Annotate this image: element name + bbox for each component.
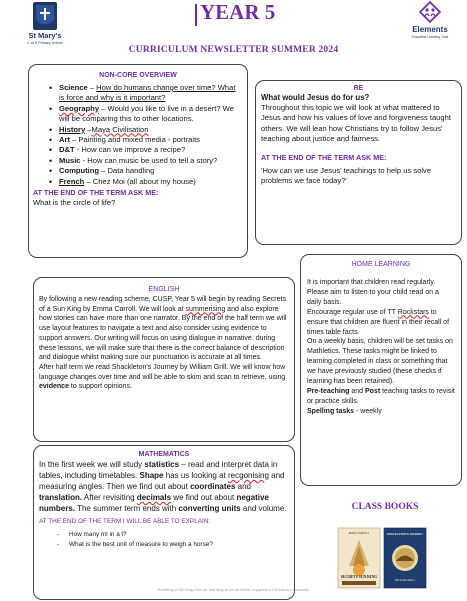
re-body: Throughout this topic we will look at what mattered to Jesus and how his values of love and forgiveness taught others. We will lean how Christians try to follow Jesus' teaching about justice and fairness. bbox=[261, 103, 451, 144]
maths-keyword: Shape bbox=[139, 471, 164, 480]
english-box bbox=[33, 277, 295, 442]
rockstars-brand: Rockstars bbox=[397, 308, 429, 316]
noncore-item-computing bbox=[33, 166, 243, 176]
subject-text: Chez Moi (all about my house) bbox=[92, 176, 196, 186]
class-books-heading: CLASS BOOKS bbox=[351, 502, 419, 512]
book2-author: WILLIAM GRILL bbox=[394, 578, 416, 582]
subject-name: Science bbox=[59, 83, 88, 92]
maths-misspelt-word: recgonising bbox=[228, 471, 269, 480]
book1-title: SECRETS SUN KING bbox=[341, 574, 378, 579]
page-title: YEAR 5 bbox=[200, 0, 276, 24]
list-item: - What is the best unit of measure to weigh a horse? bbox=[39, 540, 289, 550]
preteach-and: and bbox=[349, 387, 365, 395]
english-p1-start: By following a new reading scheme, CUSP, Year 5 will begin by reading Secrets of a Sun King by Emma Carroll. We will look at bbox=[39, 296, 286, 313]
maths-text: and volume. bbox=[240, 504, 287, 513]
footer-motto: Enabling a life-long love for learning in an inclusive, supportive Christian community bbox=[157, 587, 310, 592]
re-question: What would Jesus do for us? bbox=[261, 93, 370, 102]
subject-separator: – bbox=[99, 103, 108, 113]
re-ask-question: 'How can we use Jesus' teachings to help us solve problems we face today?' bbox=[261, 165, 432, 186]
maths-keyword: decimals bbox=[136, 493, 172, 502]
re-box bbox=[255, 80, 462, 245]
noncore-item-art bbox=[33, 135, 243, 145]
book-cover-shackletons-journey bbox=[384, 528, 426, 588]
home-p3: On a weekly basis, children will be set tasks on Mathletics. These tasks might be linked to learning completed in class or something that we have previously studied (these checks if learning has been retained). bbox=[307, 338, 453, 386]
preteach-text: teaching tasks to revisit or practice skills. bbox=[307, 387, 455, 405]
subject-separator: – bbox=[84, 176, 93, 186]
subject-text: Would you like to live in a desert? We will be comparing this to other locations. bbox=[59, 103, 234, 124]
spelling-text: - weekly bbox=[354, 407, 382, 415]
maths-text: and measuring angles. Then we find out about bbox=[39, 471, 285, 491]
subject-name: Geography bbox=[59, 103, 100, 113]
maths-ask-heading: AT THE END OF THE TERM I WILL BE ABLE TO EXPLAIN: bbox=[39, 518, 211, 525]
english-p2-end: to support opinions. bbox=[68, 383, 133, 391]
noncore-heading: NON-CORE OVERVIEW bbox=[99, 72, 177, 79]
school-name: St Mary's bbox=[28, 31, 62, 40]
school-logo bbox=[20, 2, 70, 46]
title-divider bbox=[195, 4, 197, 26]
diamond-people-icon bbox=[400, 4, 460, 44]
subject-name: Art bbox=[59, 135, 70, 145]
subject-name: Computing bbox=[59, 166, 100, 176]
english-p1 bbox=[39, 295, 289, 363]
home-p2-start: Encourage regular use of TT bbox=[307, 308, 398, 316]
maths-text: After revisiting bbox=[82, 493, 137, 502]
maths-body bbox=[39, 459, 289, 514]
home-heading: HOME LEARNING bbox=[351, 261, 411, 268]
noncore-item-french bbox=[33, 177, 243, 187]
english-p2 bbox=[39, 363, 289, 392]
subject-separator: - bbox=[74, 145, 82, 155]
subject-text: How can we improve a recipe? bbox=[81, 145, 186, 155]
subject-text: Painting and mixed media - portraits bbox=[78, 135, 200, 145]
list-item: - How many ml in a l? bbox=[39, 530, 289, 540]
maths-keyword: translation. bbox=[39, 493, 83, 502]
trust-logo bbox=[400, 4, 460, 44]
subject-name: Music bbox=[59, 155, 81, 165]
noncore-item-dt bbox=[33, 145, 243, 155]
book-cover-icon bbox=[384, 528, 426, 588]
subject-text: Data handling bbox=[107, 166, 155, 176]
subject-text: How do humans change over time? What is force and why is it important? bbox=[59, 83, 236, 103]
school-subtitle: C of E Primary School bbox=[27, 41, 63, 45]
book-cover-icon bbox=[338, 528, 380, 588]
maths-keyword: converting units bbox=[178, 504, 241, 513]
subject-separator: – bbox=[87, 83, 97, 92]
subject-separator: – bbox=[85, 124, 92, 134]
maths-keyword: negative numbers. bbox=[39, 493, 269, 513]
subject-separator: - bbox=[80, 155, 88, 165]
maths-text: has us looking at bbox=[163, 471, 228, 480]
book2-title: SHACKLETON'S JOURNEY bbox=[387, 532, 423, 536]
maths-heading: MATHEMATICS bbox=[138, 451, 190, 458]
home-p2 bbox=[307, 308, 455, 338]
home-preteach bbox=[307, 387, 455, 407]
maths-keyword: coordinates bbox=[190, 482, 236, 491]
noncore-ask-heading: AT THE END OF THE TERM ASK ME: bbox=[33, 188, 159, 198]
home-learning-box bbox=[300, 254, 462, 486]
noncore-item-geography bbox=[33, 104, 243, 125]
noncore-overview-box bbox=[28, 64, 248, 258]
shield-crest-icon bbox=[20, 2, 70, 46]
noncore-ask-question: What is the circle of life? bbox=[33, 198, 116, 208]
maths-outcomes-list bbox=[39, 530, 289, 550]
book-cover-secrets-sun-king bbox=[338, 528, 380, 588]
maths-text: – read and interpret data in tables, including timetables. bbox=[39, 460, 278, 480]
spelling-label: Spelling tasks bbox=[307, 407, 355, 415]
english-p1-end: and also explore how stories can have more than one narrator. By the end of the half term we will use layout features to navigate a text and also consider using evidence to support answers. Our writing will focus on using dialogue in narrative. during these lessons, we will make sure that there is the correct balance of description and dialogue whilst making sure our punctuation is accurate at all times. bbox=[39, 305, 287, 362]
trust-subtitle: Education Learning Trust bbox=[411, 35, 449, 39]
trust-name: Elements bbox=[412, 25, 448, 34]
subject-name: French bbox=[59, 176, 85, 186]
english-misspelt-word: summerising bbox=[185, 305, 226, 313]
maths-text: The summer term ends with bbox=[75, 504, 179, 513]
book1-author: EMMA CARROLL bbox=[348, 532, 370, 535]
newsletter-title: CURRICULUM NEWSLETTER SUMMER 2024 bbox=[128, 45, 339, 55]
home-p2-end: to ensure that children are fluent in their recall of times table facts. bbox=[307, 308, 450, 336]
mathematics-box bbox=[33, 445, 295, 600]
subject-name: History bbox=[59, 124, 86, 134]
noncore-item-music bbox=[33, 156, 243, 166]
english-heading: ENGLISH bbox=[148, 286, 180, 293]
maths-text: In the first week we will study bbox=[39, 460, 145, 469]
re-ask-heading: AT THE END OF THE TERM ASK ME: bbox=[261, 152, 387, 162]
postteach-label: Post bbox=[364, 387, 381, 395]
english-p2-start: After half term we read Shackleton's Journey by William Grill. We will know how language changes over time and will be able to skim and scan to retrieve, using bbox=[39, 363, 286, 381]
maths-keyword: statistics bbox=[144, 460, 180, 469]
subject-separator: – bbox=[69, 135, 79, 145]
maths-text: and bbox=[235, 482, 251, 491]
subject-name: D&T bbox=[59, 145, 75, 155]
home-spelling bbox=[307, 407, 455, 417]
noncore-item-history bbox=[33, 125, 243, 135]
subject-text: How can music be used to tell a story? bbox=[87, 155, 218, 165]
noncore-item-science bbox=[33, 83, 243, 104]
subject-separator: – bbox=[99, 166, 108, 176]
subject-text: Maya Civilisation bbox=[91, 124, 149, 134]
english-evidence: evidence bbox=[39, 383, 69, 391]
noncore-list bbox=[33, 83, 243, 187]
preteach-label: Pre-teaching bbox=[307, 387, 350, 395]
re-heading: RE bbox=[353, 85, 364, 92]
home-p1: It is important that children read regularly. Please aim to listen to your child read on a daily basis. bbox=[307, 279, 439, 306]
maths-text: we find out about bbox=[171, 493, 237, 502]
